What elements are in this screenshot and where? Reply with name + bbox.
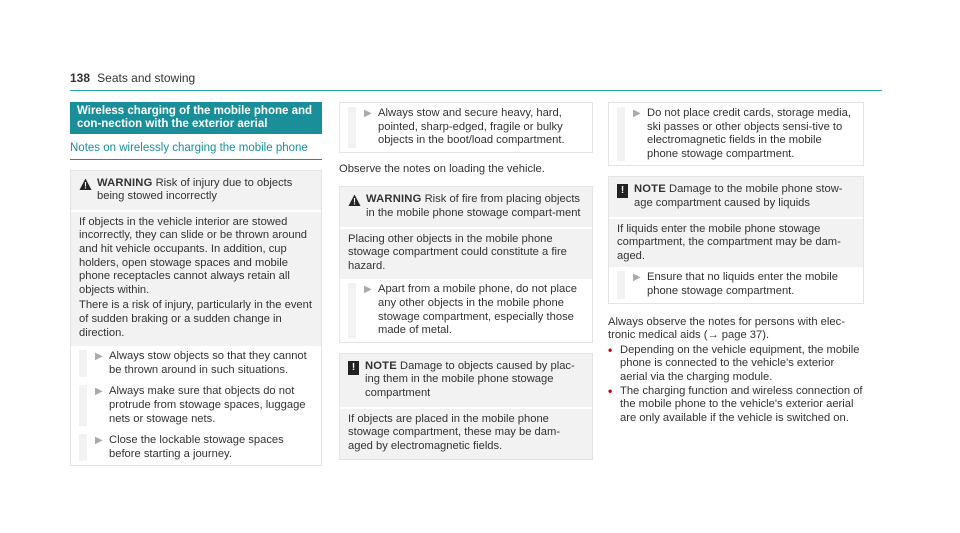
- step-text: Always stow and secure heavy, hard, pointed, sharp-edged, fragile or bulky objects in the boot/load compartment.: [378, 107, 565, 147]
- subsection-heading: Notes on wirelessly charging the mobile phone: [70, 142, 308, 154]
- warning-paragraph: Placing other objects in the mobile phone stowage compartment could constitute a fire hazard.: [348, 232, 567, 272]
- step-arrow-icon: ▶: [95, 351, 103, 363]
- warning-triangle-icon: [348, 194, 361, 207]
- page-header: [70, 72, 882, 90]
- instruction-step: [609, 267, 863, 302]
- step-text: Do not place credit cards, storage media, ski passes or other objects sensi-tive to electromagnetic fields in the mobile phone stowage compartment.: [647, 107, 851, 160]
- paragraph: [608, 316, 864, 343]
- paragraph-text-end: ).: [762, 329, 770, 342]
- page-reference-link[interactable]: page 37: [721, 329, 763, 342]
- warning-header: [340, 187, 592, 226]
- bullet-dot-icon: •: [608, 342, 613, 357]
- note-keyword: NOTE: [365, 359, 397, 372]
- note-keyword: NOTE: [634, 183, 666, 196]
- bullet-text: Depending on the vehicle equipment, the mobile phone is connected to the vehicle's exterior aerial via the charging module.: [620, 343, 860, 383]
- exclamation-icon: !: [348, 361, 359, 375]
- step-text: Always stow objects so that they cannot be thrown around in such situations.: [109, 350, 307, 376]
- paragraph-text: Always observe the notes for persons with elec-tronic medical aids (: [608, 315, 845, 342]
- step-arrow-icon: ▶: [95, 386, 103, 398]
- instruction-step: [340, 279, 592, 341]
- note-header: [609, 177, 863, 216]
- warning-keyword: WARNING: [97, 176, 153, 189]
- step-text: Close the lockable stowage spaces before starting a journey.: [109, 434, 284, 460]
- step-arrow-icon: ▶: [633, 272, 641, 284]
- page-reference-arrow-icon: →: [707, 329, 719, 342]
- bullet-item: [608, 385, 864, 426]
- column-1: [70, 102, 322, 466]
- step-arrow-icon: ▶: [633, 108, 641, 119]
- warning-body: [340, 229, 592, 280]
- warning-title: Risk of fire from placing objects in the mobile phone stowage compart-ment: [366, 193, 581, 219]
- paragraph: Observe the notes on loading the vehicle.: [339, 162, 545, 175]
- exclamation-icon: !: [617, 184, 628, 198]
- warning-box: [339, 186, 593, 342]
- note-header: [340, 354, 592, 407]
- note-box: [608, 176, 864, 303]
- warning-paragraph: If objects in the vehicle interior are stowed incorrectly, they can slide or be thrown around and hit vehicle occupants. In addition, cup holders, open stowage spaces and mobile phone receptacles cannot always retain all objects within.: [79, 215, 308, 296]
- page-number: 138: [70, 71, 91, 85]
- warning-keyword: WARNING: [366, 193, 422, 206]
- note-title: Damage to the mobile phone stow-age compartment caused by liquids: [634, 183, 843, 209]
- note-body: If objects are placed in the mobile phone stowage compartment, these may be dam-aged by electromagnetic fields.: [340, 409, 592, 460]
- section-heading: Wireless charging of the mobile phone and con-nection with the exterior aerial: [70, 102, 322, 134]
- instruction-step: [71, 346, 321, 381]
- step-text: Always make sure that objects do not protrude from stowage spaces, luggage nets or stowage nets.: [109, 385, 306, 425]
- step-text: Ensure that no liquids enter the mobile phone stowage compartment.: [647, 271, 838, 297]
- step-arrow-icon: ▶: [364, 108, 372, 119]
- header-divider: [70, 90, 882, 91]
- section-title: Seats and stowing: [97, 71, 196, 85]
- warning-continuation-box: [608, 102, 864, 166]
- warning-triangle-icon: [79, 178, 92, 191]
- warning-box: [70, 170, 322, 467]
- note-title: Damage to objects caused by plac-ing them in the mobile phone stowage compartment: [365, 359, 575, 399]
- instruction-step: [71, 381, 321, 430]
- column-3: [608, 102, 864, 425]
- step-arrow-icon: ▶: [364, 284, 372, 296]
- bullet-item: [608, 344, 864, 385]
- note-body: If liquids enter the mobile phone stowage compartment, the compartment may be dam-aged.: [609, 219, 863, 268]
- warning-paragraph: There is a risk of injury, particularly in the event of sudden braking or a sudden change in direction.: [79, 299, 312, 339]
- column-2: [339, 102, 593, 460]
- warning-continuation-box: [339, 102, 593, 153]
- warning-header: [71, 171, 321, 210]
- instruction-step: [71, 430, 321, 465]
- step-text: Apart from a mobile phone, do not place any other objects in the mobile phone stowage compartment, especially those made of metal.: [378, 283, 578, 337]
- bullet-dot-icon: •: [608, 383, 613, 398]
- instruction-step: [609, 103, 863, 165]
- step-arrow-icon: ▶: [95, 435, 103, 447]
- note-box: [339, 353, 593, 461]
- bullet-text: The charging function and wireless connection of the mobile phone to the vehicle's exterior aerial are only available if the vehicle is switched on.: [620, 384, 863, 424]
- warning-body: [71, 212, 321, 346]
- warning-title: Risk of injury due to objects being stowed incorrectly: [97, 176, 293, 203]
- instruction-step: [340, 103, 592, 152]
